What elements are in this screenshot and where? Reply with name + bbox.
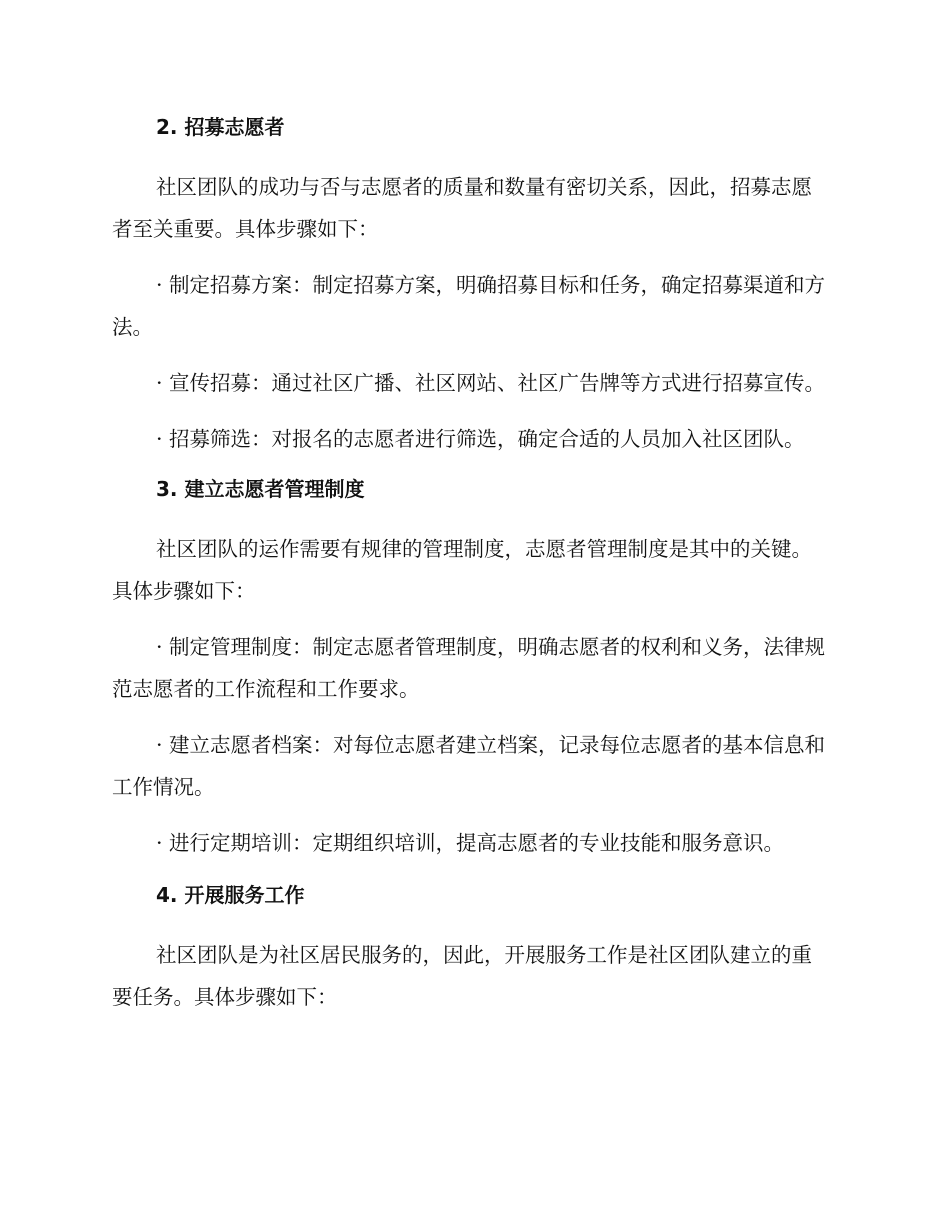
section-intro-management-system: 社区团队的运作需要有规律的管理制度，志愿者管理制度是其中的关键。具体步骤如下： (112, 537, 812, 603)
bullet-regular-training: · 进行定期培训：定期组织培训，提高志愿者的专业技能和服务意识。 (156, 831, 785, 855)
document-body (112, 112, 830, 1032)
section-heading-recruit-volunteers: 2. 招募志愿者 (156, 115, 285, 139)
bullet-recruit-screening: · 招募筛选：对报名的志愿者进行筛选，确定合适的人员加入社区团队。 (156, 427, 805, 451)
bullet-management-rules: · 制定管理制度：制定志愿者管理制度，明确志愿者的权利和义务，法律规范志愿者的工作流程和工作要求。 (112, 635, 826, 701)
section-heading-service-work: 4. 开展服务工作 (156, 883, 305, 907)
section-intro-service-work: 社区团队是为社区居民服务的，因此，开展服务工作是社区团队建立的重要任务。具体步骤如下： (112, 943, 812, 1009)
bullet-recruit-promotion: · 宣传招募：通过社区广播、社区网站、社区广告牌等方式进行招募宣传。 (156, 371, 826, 395)
section-intro-recruit-volunteers: 社区团队的成功与否与志愿者的质量和数量有密切关系，因此，招募志愿者至关重要。具体步骤如下： (112, 175, 812, 241)
bullet-volunteer-records: · 建立志愿者档案：对每位志愿者建立档案，记录每位志愿者的基本信息和工作情况。 (112, 733, 826, 799)
bullet-recruit-plan: · 制定招募方案：制定招募方案，明确招募目标和任务，确定招募渠道和方法。 (112, 273, 826, 339)
section-heading-management-system: 3. 建立志愿者管理制度 (156, 477, 365, 501)
